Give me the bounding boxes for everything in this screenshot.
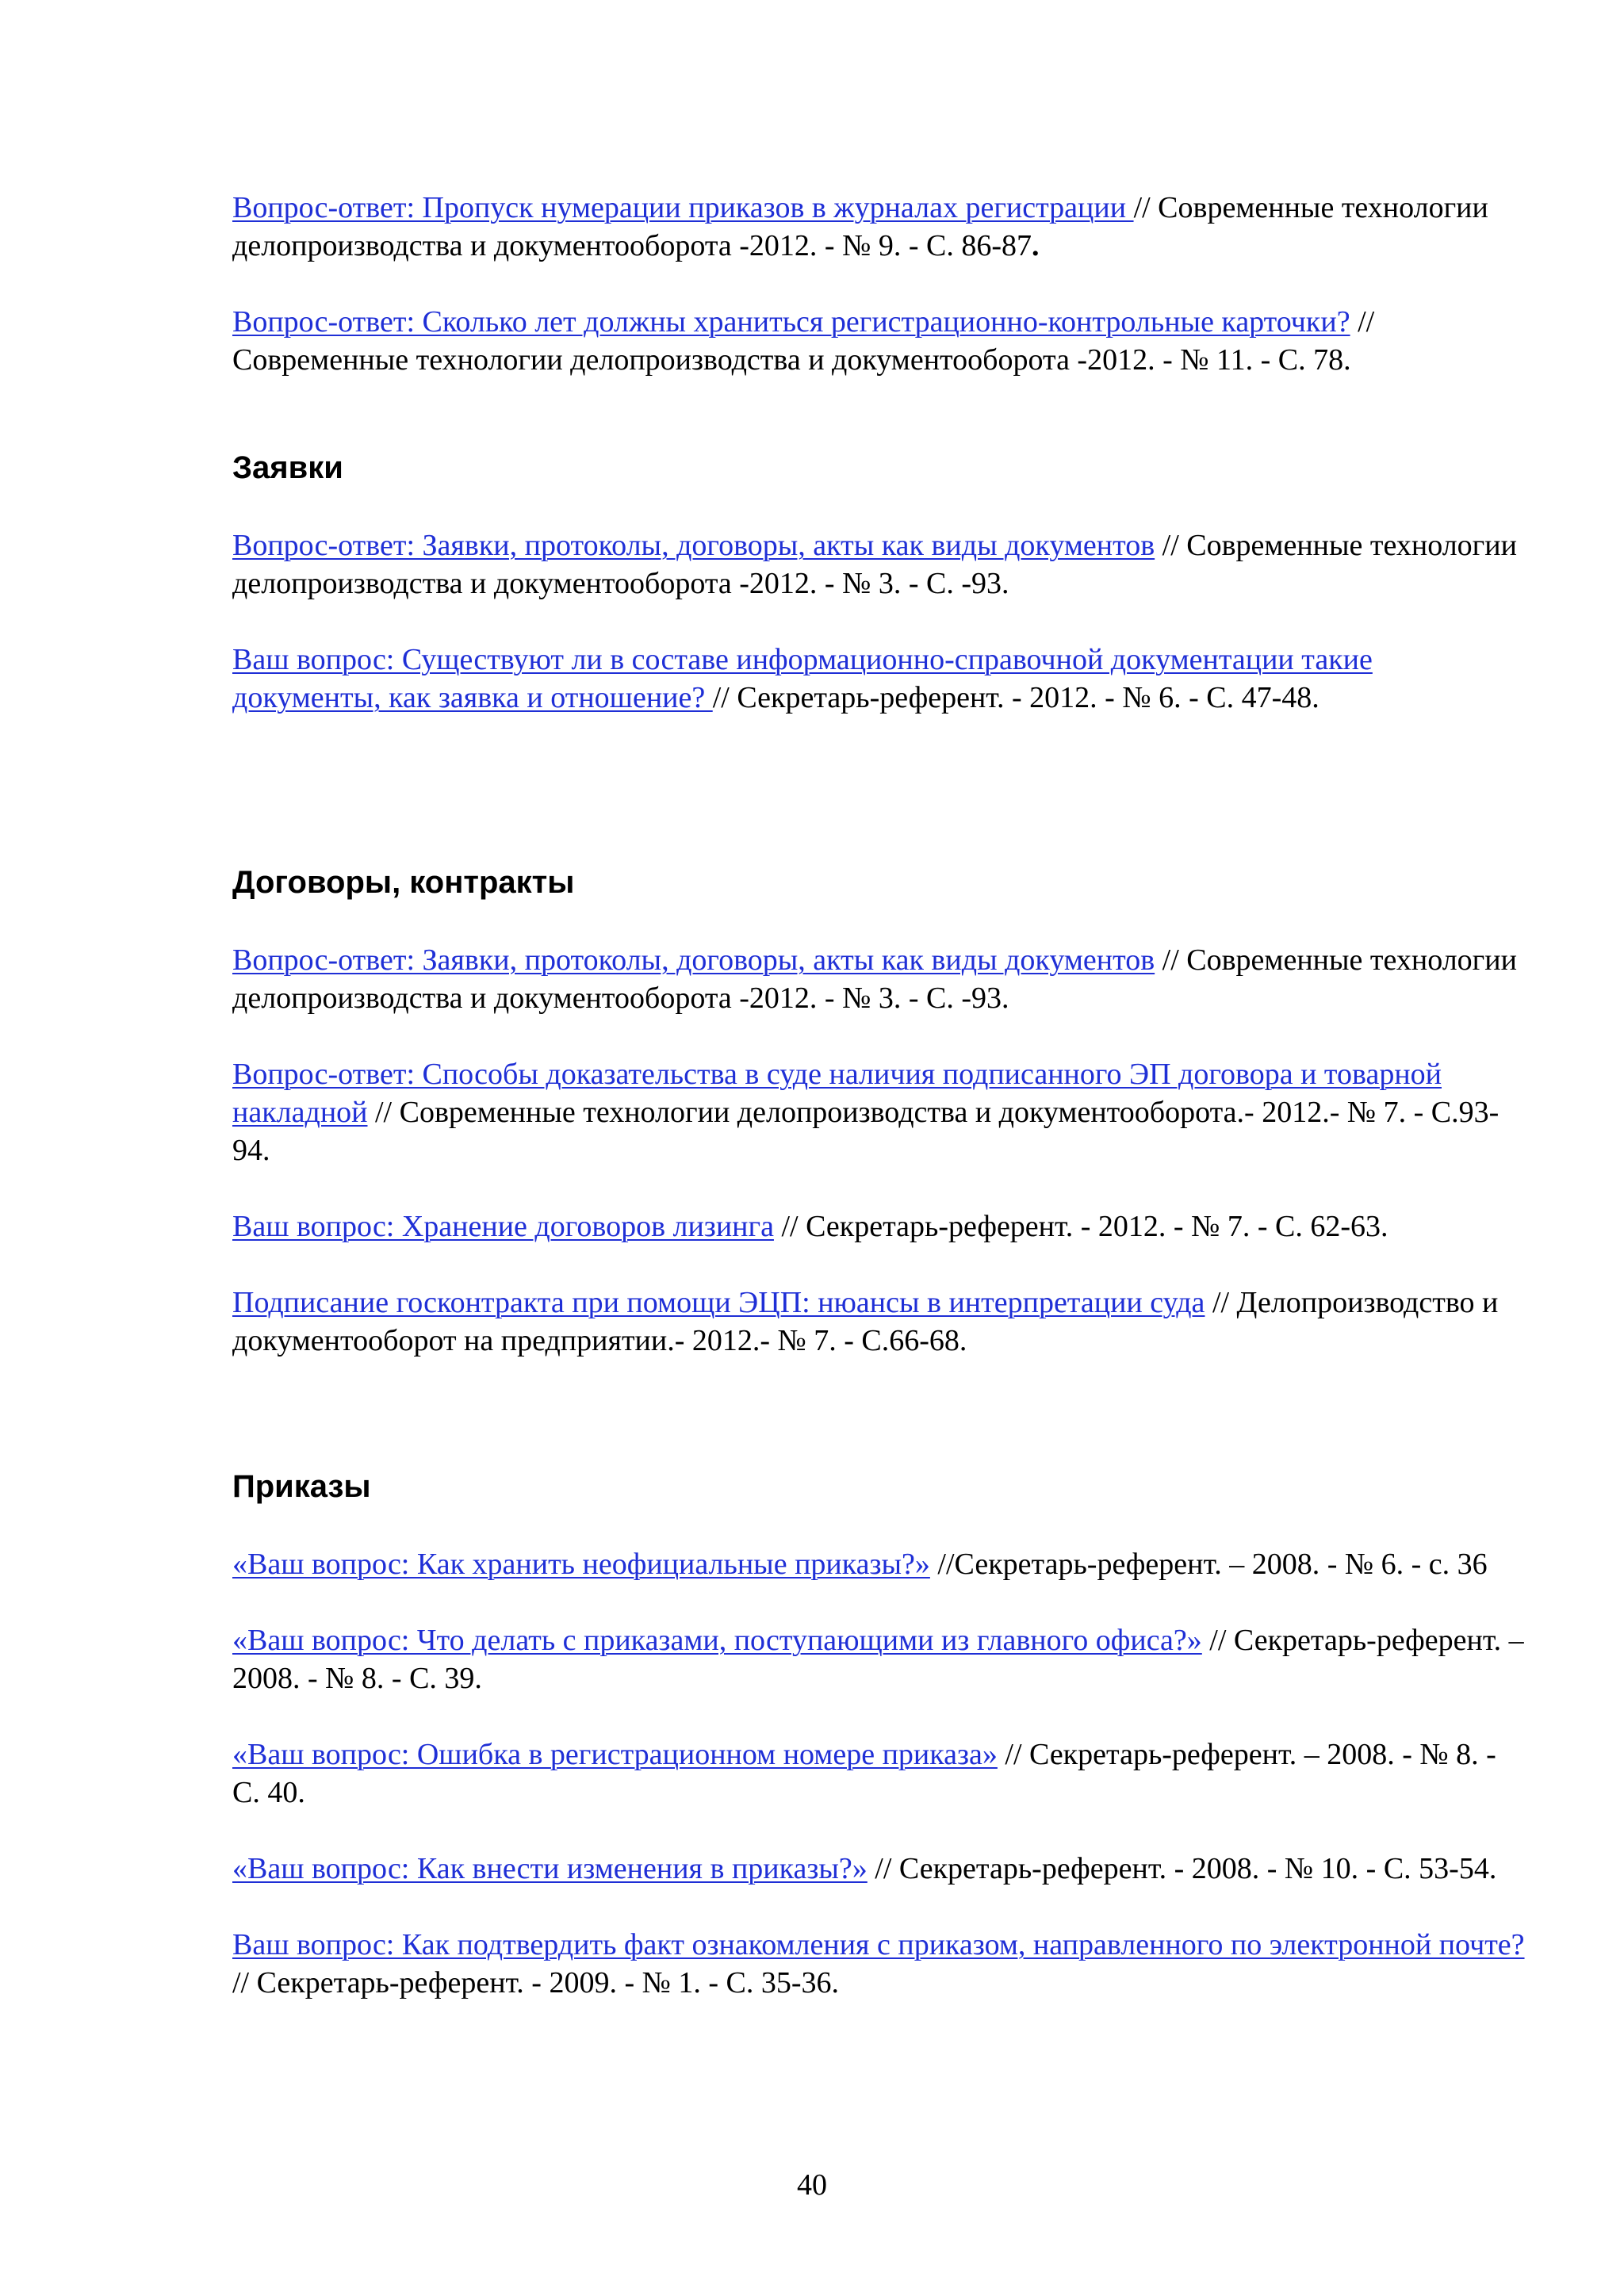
bibliography-entry xyxy=(232,1850,1526,1888)
bibliography-entry xyxy=(232,1207,1526,1246)
entry-link[interactable]: «Ваш вопрос: Что делать с приказами, поступающими из главного офиса?» xyxy=(232,1624,1202,1657)
section-heading: Договоры, контракты xyxy=(232,865,575,900)
entry-source: // Современные технологии делопроизводства и документооборота.- 2012.- № 7. - С.93-94. xyxy=(232,1096,1500,1167)
page-number: 40 xyxy=(797,2168,827,2202)
entry-link[interactable]: Подписание госконтракта при помощи ЭЦП: нюансы в интерпретации суда xyxy=(232,1286,1205,1319)
entry-source: //Секретарь-референт. – 2008. - № 6. - с. 36 xyxy=(929,1548,1488,1581)
entry-link[interactable]: «Ваш вопрос: Ошибка в регистрационном номере приказа» xyxy=(232,1738,998,1771)
entry-source: // Современные технологии делопроизводства и документооборота -2012. - № 9. - С. 86-87 xyxy=(232,191,1488,262)
entry-link[interactable]: Вопрос-ответ: Сколько лет должны храниться регистрационно-контрольные карточки? xyxy=(232,305,1350,339)
bibliography-entry xyxy=(232,189,1526,265)
entry-tail: . xyxy=(1031,229,1040,262)
entry-link[interactable]: Ваш вопрос: Как подтвердить факт ознакомления с приказом, направленного по электронной почте? xyxy=(232,1928,1525,1961)
entry-link[interactable]: Ваш вопрос: Хранение договоров лизинга xyxy=(232,1210,774,1243)
section-untitled xyxy=(232,189,1526,379)
entry-link[interactable]: «Ваш вопрос: Как внести изменения в приказы?» xyxy=(232,1852,868,1885)
section-heading: Заявки xyxy=(232,450,343,485)
bibliography-entry xyxy=(232,1621,1526,1697)
entry-source: // Современные технологии делопроизводства и документооборота -2012. - № 3. - С. -93. xyxy=(232,529,1517,600)
bibliography-entry xyxy=(232,941,1526,1017)
bibliography-entry xyxy=(232,1735,1526,1812)
entry-link[interactable]: Вопрос-ответ: Заявки, протоколы, договоры, акты как виды документов xyxy=(232,529,1155,562)
bibliography-entry xyxy=(232,641,1526,717)
entry-source: // Секретарь-референт. - 2009. - № 1. - С. 35-36. xyxy=(232,1966,840,1999)
entry-source: // Секретарь-референт. - 2008. - № 10. - С. 53-54. xyxy=(867,1852,1497,1885)
entry-source: // Секретарь-референт. - 2012. - № 6. - С. 47-48. xyxy=(712,681,1320,714)
entry-link[interactable]: Вопрос-ответ: Заявки, протоколы, договоры, акты как виды документов xyxy=(232,943,1155,977)
bibliography-entry xyxy=(232,1545,1526,1583)
section-zayavki xyxy=(232,448,1526,717)
entry-source: // Современные технологии делопроизводства и документооборота -2012. - № 11. - С. 78. xyxy=(232,305,1375,377)
bibliography-entry xyxy=(232,1055,1526,1169)
page-content xyxy=(232,189,1526,2002)
bibliography-entry xyxy=(232,1926,1526,2002)
section-dogovory xyxy=(232,863,1526,1360)
entry-source: // Секретарь-референт. – 2008. - № 8. - С. 40. xyxy=(232,1738,1496,1809)
entry-link[interactable]: Вопрос-ответ: Способы доказательства в суде наличия подписанного ЭП договора и товарной накладной xyxy=(232,1058,1442,1129)
entry-source: // Секретарь-референт. - 2012. - № 7. - С. 62-63. xyxy=(773,1210,1388,1243)
entry-link[interactable]: «Ваш вопрос: Как хранить неофициальные приказы?» xyxy=(232,1548,930,1581)
bibliography-entry xyxy=(232,303,1526,379)
section-heading: Приказы xyxy=(232,1469,371,1504)
entry-source: // Секретарь-референт. – 2008. - № 8. - С. 39. xyxy=(232,1624,1524,1695)
entry-source: // Делопроизводство и документооборот на предприятии.- 2012.- № 7. - С.66-68. xyxy=(232,1286,1499,1357)
bibliography-entry xyxy=(232,1284,1526,1360)
entry-source: // Современные технологии делопроизводства и документооборота -2012. - № 3. - С. -93. xyxy=(232,943,1517,1015)
entry-link[interactable]: Ваш вопрос: Существуют ли в составе информационно-справочной документации такие документы, как заявка и отношение? xyxy=(232,643,1373,714)
section-prikazy xyxy=(232,1467,1526,2002)
entry-link[interactable]: Вопрос-ответ: Пропуск нумерации приказов в журналах регистрации xyxy=(232,191,1134,224)
bibliography-entry xyxy=(232,526,1526,603)
